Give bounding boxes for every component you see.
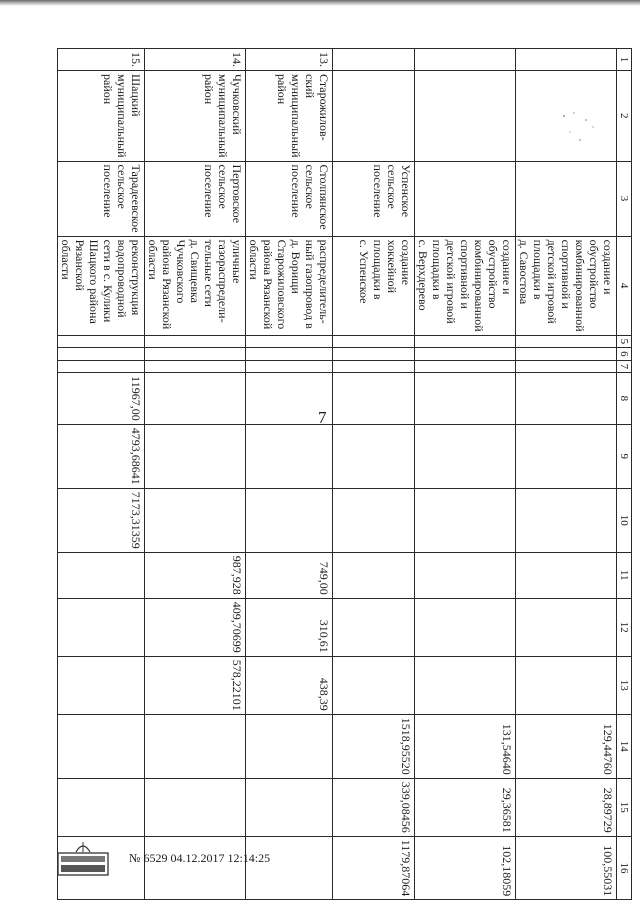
table-cell [246,778,333,836]
table-cell: 28,89729 [516,778,617,836]
table-cell [415,488,516,552]
table-cell: Успенское сельское поселение [333,161,415,236]
table-cell [516,598,617,656]
table-row [516,49,617,900]
table-cell [516,552,617,598]
column-number: 5 [617,335,632,348]
table-cell [58,656,145,714]
scan-top-edge [0,0,640,6]
table-cell: 15. [58,49,145,71]
table-cell [58,598,145,656]
table-cell [415,360,516,373]
table-cell: уличные газораспредели- тельные сети д. Свищевка Чучковского района Рязанской области [145,236,246,335]
table-cell [145,836,246,900]
table-cell: 102,18059 [415,836,516,900]
table-cell [415,656,516,714]
table-cell [246,488,333,552]
table-cell: реконструкция водопроводной сети в с. Кулики Шацкого района Рязанской области [58,236,145,335]
table-cell [333,49,415,71]
table-cell: 11967,00 [58,373,145,425]
table-cell [145,424,246,488]
column-number: 4 [617,236,632,335]
table-cell [333,335,415,348]
table-cell: 14. [145,49,246,71]
table-cell: 1518,95520 [333,714,415,778]
table-cell [58,335,145,348]
table-cell [415,373,516,425]
table-cell: 310,61 [246,598,333,656]
table-cell: 29,36581 [415,778,516,836]
table-cell [415,424,516,488]
table-cell [415,552,516,598]
table-cell [246,373,333,425]
table-row [333,49,415,900]
table-cell [145,778,246,836]
table-cell [58,714,145,778]
table-cell: 13. [246,49,333,71]
table-cell [516,373,617,425]
table-cell [333,373,415,425]
table-cell: 438,39 [246,656,333,714]
column-number: 1 [617,49,632,71]
table-cell: 100,55031 [516,836,617,900]
table-cell [333,360,415,373]
table-cell: Чучковский муниципальный район [145,71,246,162]
table-cell [333,598,415,656]
table-cell [415,161,516,236]
table-cell: создание и обустройство комбинированной спортивной и детской игровой площадки в д. Савостова [516,236,617,335]
table-cell [333,656,415,714]
table-cell [333,71,415,162]
table-cell [415,598,516,656]
data-table [57,48,632,900]
table-cell [333,552,415,598]
table-cell [516,49,617,71]
table-cell [516,424,617,488]
document-registration-id: № 6529 04.12.2017 12:14:25 [129,851,271,865]
table-cell [246,360,333,373]
column-number-row [617,49,632,900]
column-number: 16 [617,836,632,900]
table-cell [333,424,415,488]
column-number: 2 [617,71,632,162]
table-cell [333,348,415,361]
table-cell: Столпянское сельское поселение [246,161,333,236]
table-cell [145,348,246,361]
table-cell: 129,44760 [516,714,617,778]
table-cell [58,552,145,598]
table-cell: 749,00 [246,552,333,598]
table-cell: 4793,68641 [58,424,145,488]
column-number: 14 [617,714,632,778]
column-number: 9 [617,424,632,488]
column-number: 3 [617,161,632,236]
table-cell [145,373,246,425]
table-cell: создание и обустройство комбинированной спортивной и детской игровой площадки в с. Верхдерево [415,236,516,335]
column-number: 13 [617,656,632,714]
table-cell: 409,70699 [145,598,246,656]
table-cell [246,335,333,348]
table-cell: 578,22101 [145,656,246,714]
column-number: 8 [617,373,632,425]
table-cell [415,71,516,162]
column-number: 15 [617,778,632,836]
table-cell [145,714,246,778]
column-number: 6 [617,348,632,361]
table-cell [516,161,617,236]
table-cell [145,335,246,348]
table-cell [516,656,617,714]
table-cell: 1179,87064 [333,836,415,900]
table-row [415,49,516,900]
table-cell [58,348,145,361]
table-cell [516,348,617,361]
table-cell: 339,08456 [333,778,415,836]
table-cell [415,348,516,361]
table-cell [145,360,246,373]
table-cell [246,424,333,488]
table-cell: распределитель- ный газопровод в д. Ворищи Старожиловского района Рязанской области [246,236,333,335]
table-cell [246,348,333,361]
table-row [58,49,145,900]
column-number: 10 [617,488,632,552]
table-row [246,49,333,900]
page-number: 7 [318,408,327,427]
table-cell: создание хоккейной площадки в с. Успенское [333,236,415,335]
table-cell [58,360,145,373]
table-cell [516,71,617,162]
table-cell [246,714,333,778]
column-number: 11 [617,552,632,598]
table-cell [516,335,617,348]
table-cell [415,335,516,348]
table-cell: Тарадеевское сельское поселение [58,161,145,236]
electronic-document-stamp [54,837,112,881]
table-cell [145,488,246,552]
table-cell [415,49,516,71]
column-number: 7 [617,360,632,373]
table-cell [516,360,617,373]
table-cell: 7173,31359 [58,488,145,552]
table-cell: Старожилов- ский муниципальный район [246,71,333,162]
column-number: 12 [617,598,632,656]
table-row [145,49,246,900]
table-cell: Пертовское сельское поселение [145,161,246,236]
table-cell: 987,928 [145,552,246,598]
table-cell: Шацкий муниципальный район [58,71,145,162]
table-cell [516,488,617,552]
table-cell [333,488,415,552]
table-cell [246,836,333,900]
table-cell [58,778,145,836]
table-cell: 131,54640 [415,714,516,778]
